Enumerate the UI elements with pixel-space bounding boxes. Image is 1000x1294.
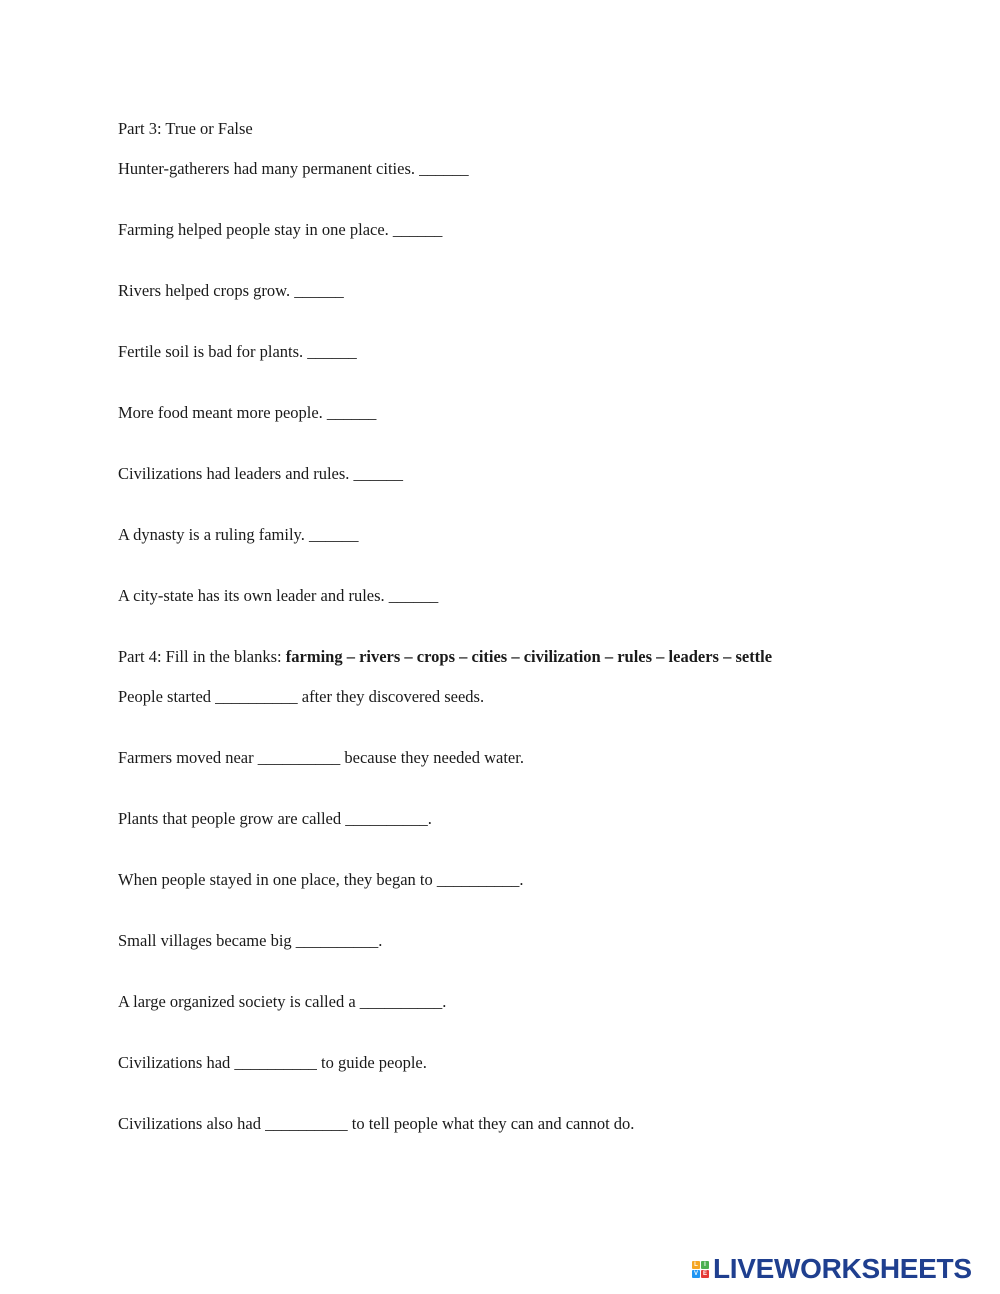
part3-question-5: More food meant more people. ______ [118,403,377,422]
part4-question-1: People started __________ after they discovered seeds. [118,687,485,706]
part4-question-3: Plants that people grow are called __________. [118,809,432,828]
logo-mark-e: E [702,1270,707,1277]
logo-mark-i: I [701,1261,709,1269]
part3-question-8: A city-state has its own leader and rules. ______ [118,586,439,605]
word-bank: farming – rivers – crops – cities – civilization – rules – leaders – settle [285,647,773,666]
part4-question-2: Farmers moved near __________ because they needed water. [118,748,524,767]
liveworksheets-logo [692,1252,972,1286]
part3-question-6: Civilizations had leaders and rules. ______ [118,464,404,483]
logo-mark-icon [692,1261,709,1278]
part4-heading: Part 4: Fill in the blanks: [118,647,286,666]
part4-question-5: Small villages became big __________. [118,931,383,950]
part4-question-8: Civilizations also had __________ to tell people what they can and cannot do. [118,1114,635,1133]
part4-question-4: When people stayed in one place, they began to __________. [118,870,524,889]
logo-mark-v: V [693,1270,698,1277]
part3-question-7: A dynasty is a ruling family. ______ [118,525,359,544]
logo-text: LIVEWORKSHEETS [713,1253,972,1284]
logo-mark-l: L [692,1261,700,1269]
part3-heading: Part 3: True or False [118,119,253,138]
part4-heading-row [118,647,772,667]
part4-question-7: Civilizations had __________ to guide people. [118,1053,427,1072]
part4-question-6: A large organized society is called a __________. [118,992,447,1011]
part3-question-2: Farming helped people stay in one place. ______ [118,220,443,239]
part3-question-1: Hunter-gatherers had many permanent cities. ______ [118,159,469,178]
part3-question-4: Fertile soil is bad for plants. ______ [118,342,357,361]
part3-question-3: Rivers helped crops grow. ______ [118,281,344,300]
